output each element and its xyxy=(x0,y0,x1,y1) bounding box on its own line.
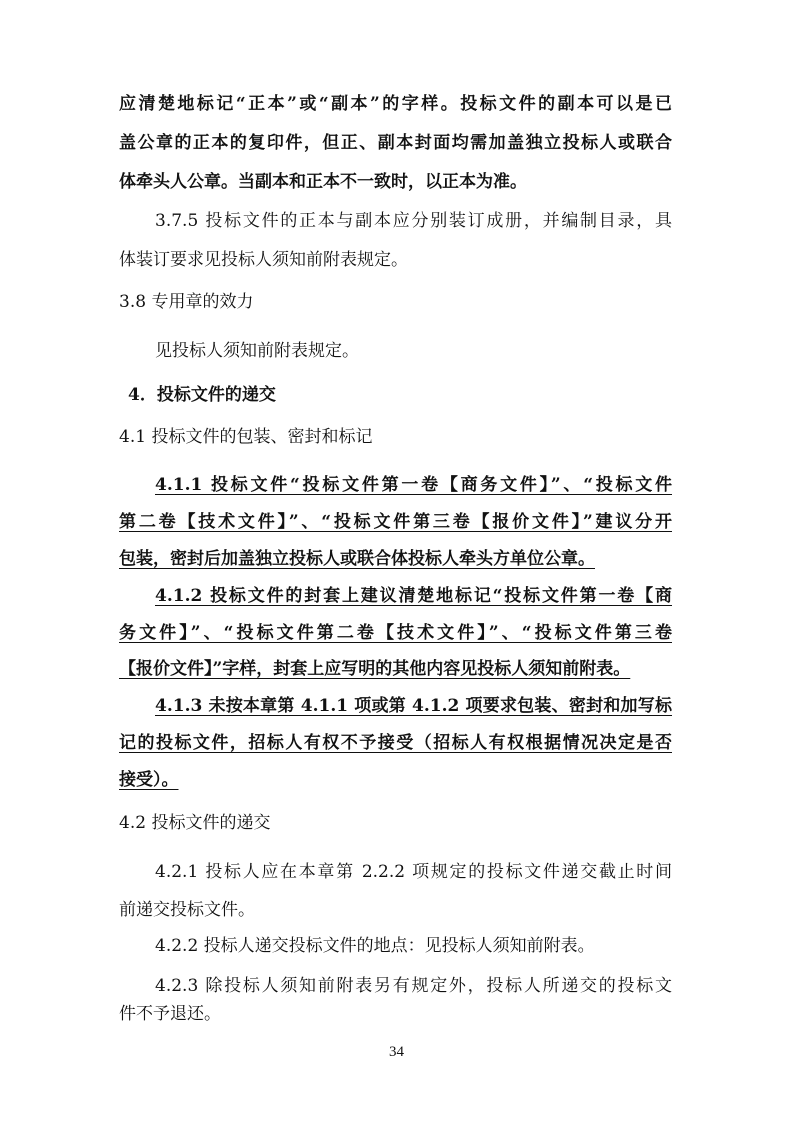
section-heading: 3.8 专用章的效力 xyxy=(119,292,254,312)
paragraph-line: 4.2.3 除投标人须知前附表另有规定外，投标人所递交的投标文 xyxy=(155,976,672,996)
paragraph-line: 4.1.3 未按本章第 4.1.1 项或第 4.1.2 项要求包装、密封和加写标 xyxy=(155,696,672,716)
paragraph-line: 4.1.1 投标文件“投标文件第一卷【商务文件】”、“投标文件 xyxy=(155,475,672,495)
paragraph-line: 体装订要求见投标人须知前附表规定。 xyxy=(119,250,408,270)
paragraph-line: 体牵头人公章。当副本和正本不一致时，以正本为准。 xyxy=(119,172,527,192)
paragraph-line: 第二卷【技术文件】”、“投标文件第三卷【报价文件】”建议分开 xyxy=(119,512,672,532)
paragraph-line: 务文件】”、“投标文件第二卷【技术文件】”、“投标文件第三卷 xyxy=(119,623,672,643)
page-number: 34 xyxy=(389,1044,404,1060)
chapter-heading: 4．投标文件的递交 xyxy=(128,385,276,405)
section-heading: 4.2 投标文件的递交 xyxy=(119,813,271,833)
paragraph-line: 前递交投标文件。 xyxy=(119,900,255,920)
paragraph-line: 应清楚地标记“正本”或“副本”的字样。投标文件的副本可以是已 xyxy=(119,94,672,114)
paragraph-line: 见投标人须知前附表规定。 xyxy=(155,341,359,361)
paragraph-line: 接受）。 xyxy=(119,770,179,790)
paragraph-line: 包装，密封后加盖独立投标人或联合体投标人牵头方单位公章。 xyxy=(119,549,595,569)
paragraph-line: 4.1.2 投标文件的封套上建议清楚地标记“投标文件第一卷【商 xyxy=(155,586,672,606)
paragraph-line: 件不予退还。 xyxy=(119,1004,221,1024)
paragraph-line: 4.2.1 投标人应在本章第 2.2.2 项规定的投标文件递交截止时间 xyxy=(155,862,672,882)
paragraph-line: 【报价文件】”字样，封套上应写明的其他内容见投标人须知前附表。 xyxy=(119,659,631,679)
paragraph-line: 盖公章的正本的复印件，但正、副本封面均需加盖独立投标人或联合 xyxy=(119,133,672,153)
section-heading: 4.1 投标文件的包装、密封和标记 xyxy=(119,427,373,447)
paragraph-line: 3.7.5 投标文件的正本与副本应分别装订成册，并编制目录，具 xyxy=(155,211,672,231)
paragraph-line: 记的投标文件，招标人有权不予接受（招标人有权根据情况决定是否 xyxy=(119,733,672,753)
paragraph-line: 4.2.2 投标人递交投标文件的地点：见投标人须知前附表。 xyxy=(155,936,595,956)
